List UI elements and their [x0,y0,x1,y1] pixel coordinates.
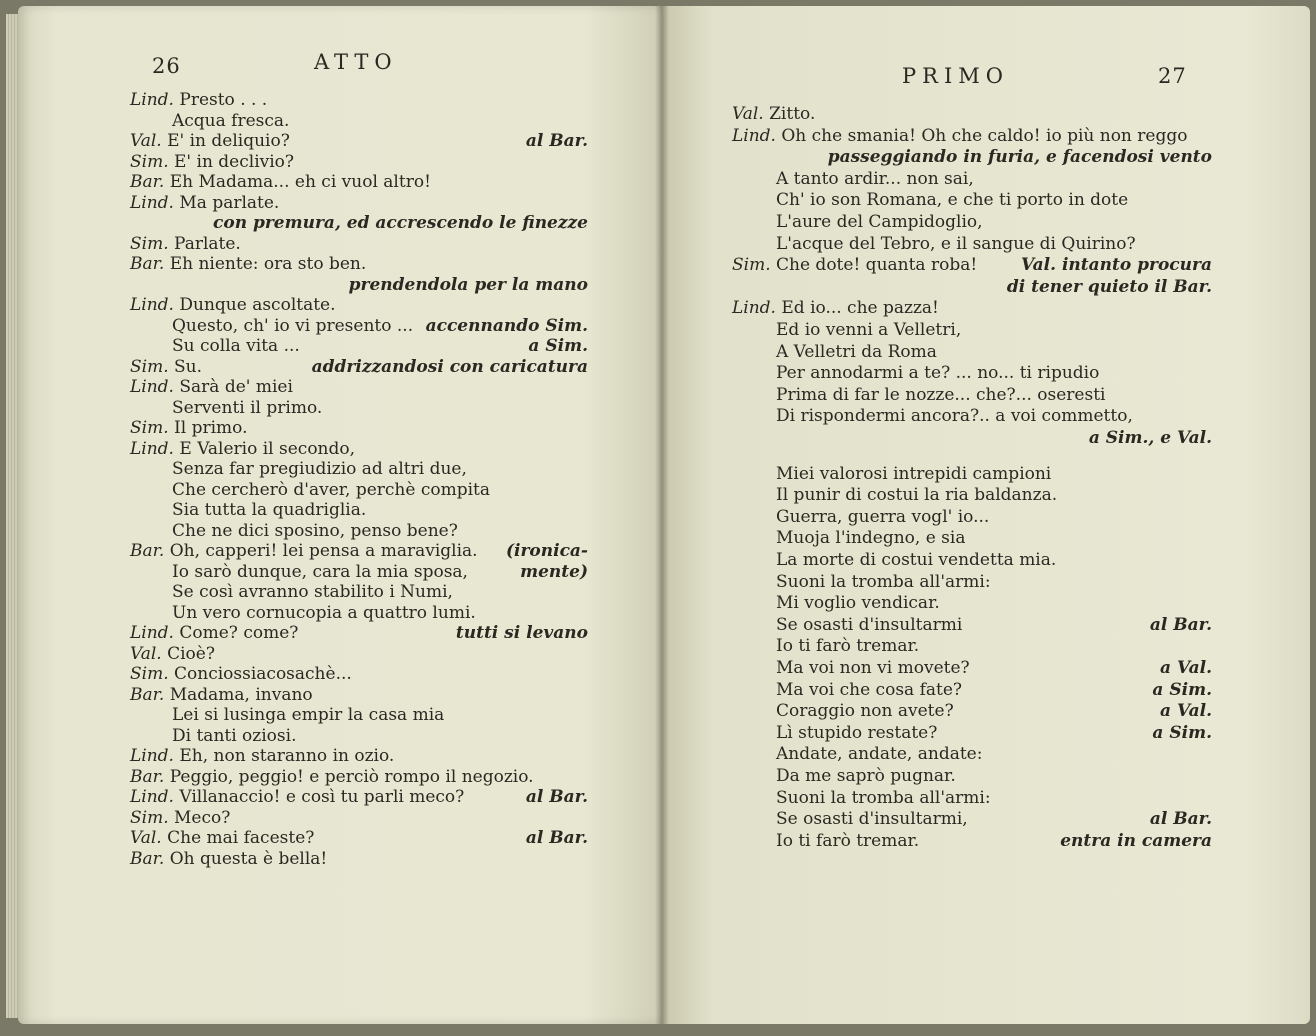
speaker-label: Lind. [732,125,776,146]
speaker-label: Bar. [130,172,165,192]
dialogue-text: E' in deliquio? [167,131,290,151]
dialogue-text: Io ti farò tremar. [776,636,920,657]
dialogue-text: Eh niente: ora sto ben. [169,254,367,274]
text-line [172,562,468,582]
dialogue-text: Sia tutta la quadriglia. [172,500,367,520]
speaker-label: Lind. [130,90,174,110]
text-line [172,582,453,602]
text-line [172,316,413,336]
text-line [776,169,974,189]
dialogue-text: Che dote! quanta roba! [776,255,978,276]
text-line [130,152,294,172]
dialogue-text: Questo, ch' io vi presento ... [172,315,414,336]
dialogue-text: Io ti farò tremar. [776,830,920,851]
text-line [130,849,327,869]
text-line [130,746,394,766]
speaker-label: Lind. [130,377,174,397]
dialogue-text: Senza far pregiudizio ad altri due, [172,459,467,479]
stage-direction: prendendola per la mano [348,274,588,295]
dialogue-text: Muoja l'indegno, e sia [776,528,966,549]
speaker-label: Sim. [130,356,169,377]
page-number-left: 26 [152,54,181,78]
text-line [776,528,965,548]
dialogue-text: E Valerio il secondo, [179,438,356,459]
stage-direction: entra in camera [1060,830,1212,851]
stage-direction: a Sim. [1152,722,1212,743]
text-line [172,521,458,541]
text-line [130,808,230,828]
page-number-right: 27 [1158,64,1187,88]
text-line [776,593,940,613]
dialogue-text: A tanto ardir... non sai, [776,168,974,189]
stage-direction: a Sim. [1152,679,1212,700]
speaker-label: Val. [732,104,764,124]
dialogue-text: Miei valorosi intrepidi campioni [776,463,1052,484]
dialogue-text: E' in declivio? [174,151,295,172]
dialogue-text: Su. [174,356,203,377]
text-line [776,831,919,851]
dialogue-text: Coraggio non avete? [776,701,954,722]
stage-direction: di tener quieto il Bar. [1006,276,1212,297]
dialogue-text: Ma voi non vi movete? [776,658,970,678]
dialogue-text: Madama, invano [169,684,313,705]
text-line [732,104,815,124]
dialogue-text: Ed io venni a Velletri, [776,320,962,340]
dialogue-text: Guerra, guerra vogl' io... [776,506,990,527]
dialogue-text: Eh, non staranno in ozio. [179,746,395,766]
book-gutter [655,6,669,1024]
dialogue-text: Mi voglio vendicar. [776,593,940,614]
dialogue-text: Suoni la tromba all'armi: [776,787,991,808]
text-line [130,234,241,254]
dialogue-text: Acqua fresca. [172,110,290,131]
speaker-label: Bar. [130,848,165,869]
speaker-label: Lind. [130,787,174,807]
speaker-label: Bar. [130,684,165,705]
stage-direction: al Bar. [525,131,588,151]
text-line [776,464,1051,484]
dialogue-text: Ch' io son Romana, e che ti porto in dote [776,190,1129,211]
dialogue-text: Peggio, peggio! e perciò rompo il negozio. [169,766,534,787]
text-line [172,603,476,623]
stage-direction: al Bar. [1149,809,1212,830]
dialogue-text: Serventi il primo. [172,397,323,418]
speaker-label: Lind. [130,746,174,766]
text-line [130,787,464,807]
text-line [130,664,352,684]
dialogue-text: Parlate. [174,233,241,254]
text-line [130,357,202,377]
dialogue-text: Di rispondermi ancora?.. a voi commetto, [776,406,1133,427]
text-line [776,701,954,721]
text-line [130,541,478,561]
speaker-label: Sim. [732,255,771,276]
speaker-label: Lind. [130,438,174,459]
dialogue-text: Prima di far le nozze... che?... oseresti [776,384,1106,405]
dialogue-text: Di tanti oziosi. [172,725,297,746]
dialogue-text: Per annodarmi a te? ... no... ti ripudio [776,363,1100,384]
text-line [172,705,444,725]
stage-direction: accennando Sim. [425,315,588,336]
speaker-label: Val. [130,643,162,664]
stage-direction: con premura, ed accrescendo le finezze [213,213,588,233]
text-line [776,788,991,808]
dialogue-text: Se osasti d'insultarmi [776,614,963,635]
text-line [172,398,322,418]
text-line [776,766,956,786]
dialogue-text: Cioè? [167,643,215,664]
text-line [776,406,1133,426]
stage-direction: a Val. [1160,701,1212,722]
speaker-label: Bar. [130,766,165,787]
stage-direction: al Bar. [525,787,588,807]
stage-direction: a Val. [1160,658,1212,678]
dialogue-text: Oh che smania! Oh che caldo! io più non reggo [781,125,1188,146]
text-line [172,726,297,746]
text-line [130,644,215,664]
dialogue-text: Se osasti d'insultarmi, [776,809,968,830]
dialogue-text: Ma parlate. [179,192,280,213]
text-line [130,439,355,459]
stage-direction: a Sim., e Val. [1088,428,1212,448]
speaker-label: Sim. [130,151,169,172]
speaker-label: Sim. [130,233,169,254]
speaker-label: Sim. [130,807,169,828]
dialogue-text: Il primo. [174,418,248,438]
left-page [18,6,662,1024]
text-line [776,723,937,743]
dialogue-text: Ed io... che pazza! [781,298,939,319]
text-line [130,193,279,213]
text-line [776,680,962,700]
speaker-label: Lind. [732,298,776,319]
dialogue-text: L'acque del Tebro, e il sangue di Quirino? [776,233,1136,254]
text-line [732,255,977,275]
dialogue-text: Villanaccio! e così tu parli meco? [179,787,465,807]
stage-direction: Val. intanto procura [1021,255,1212,276]
text-line [776,615,962,635]
text-line [776,363,1099,383]
text-line [776,658,970,678]
dialogue-text: Lei si lusinga empir la casa mia [172,705,445,725]
text-line [776,572,991,592]
text-line [172,459,467,479]
text-line [130,828,314,848]
dialogue-text: Zitto. [769,104,816,124]
text-line [130,377,293,397]
text-line [130,295,336,315]
dialogue-text: Dunque ascoltate. [179,295,336,315]
dialogue-text: Sarà de' miei [179,377,293,397]
text-line [776,234,1136,254]
text-line [172,336,300,356]
stage-direction: al Bar. [1149,614,1212,635]
stage-direction: al Bar. [525,828,588,848]
dialogue-text: Conciossiacosachè... [174,664,352,684]
stage-direction: addrizzandosi con caricatura [311,356,588,377]
speaker-label: Bar. [130,541,165,561]
text-line [130,131,290,151]
dialogue-text: Il punir di costui la ria baldanza. [776,485,1058,506]
dialogue-text: L'aure del Campidoglio, [776,212,983,232]
text-line [776,190,1128,210]
running-head-right: PRIMO [902,64,1009,88]
stage-direction: tutti si levano [455,623,588,643]
dialogue-text: Che ne dici sposino, penso bene? [172,520,458,541]
dialogue-text: La morte di costui vendetta mia. [776,550,1057,570]
text-line [732,298,939,318]
speaker-label: Lind. [130,623,174,643]
text-line [776,342,937,362]
text-line [130,254,366,274]
text-line [130,623,298,643]
speaker-label: Val. [130,828,162,848]
dialogue-text: Da me saprò pugnar. [776,766,956,786]
text-line [776,385,1105,405]
dialogue-text: Un vero cornucopia a quattro lumi. [172,602,476,623]
dialogue-text: Come? come? [179,623,299,643]
running-head-left: ATTO [314,50,398,74]
dialogue-text: Andate, andate, andate: [776,744,983,765]
text-line [130,90,267,110]
dialogue-text: A Velletri da Roma [776,341,937,362]
text-line [776,507,989,527]
dialogue-text: Che cercherò d'aver, perchè compita [172,479,491,500]
speaker-label: Lind. [130,192,174,213]
speaker-label: Sim. [130,664,169,684]
dialogue-text: Se così avranno stabilito i Numi, [172,582,453,602]
dialogue-text: Su colla vita ... [172,336,300,356]
text-line [130,172,431,192]
text-line [130,685,313,705]
dialogue-text: Presto . . . [179,90,268,110]
text-line [172,500,366,520]
stage-direction: a Sim. [528,336,588,356]
text-line [776,550,1056,570]
text-line [776,809,968,829]
text-line [776,485,1057,505]
dialogue-text: Oh, capperi! lei pensa a maraviglia. [169,541,478,561]
stage-direction: passeggiando in furia, e facendosi vento [827,147,1212,168]
text-line [776,320,961,340]
speaker-label: Lind. [130,295,174,315]
right-page [662,6,1310,1024]
speaker-label: Val. [130,131,162,151]
dialogue-text: Che mai faceste? [167,828,315,848]
text-line [776,744,982,764]
text-line [130,418,247,438]
text-line [172,480,490,500]
dialogue-text: Io sarò dunque, cara la mia sposa, [172,561,468,582]
speaker-label: Bar. [130,254,165,274]
text-line [776,212,983,232]
dialogue-text: Meco? [174,807,231,828]
text-line [172,111,289,131]
speaker-label: Sim. [130,418,169,438]
text-line [732,126,1187,146]
dialogue-text: Lì stupido restate? [776,722,938,743]
text-line [776,636,919,656]
stage-direction: (ironica- [505,541,588,561]
dialogue-text: Ma voi che cosa fate? [776,679,963,700]
dialogue-text: Suoni la tromba all'armi: [776,571,991,592]
stage-direction: mente) [520,561,588,582]
page-edges [6,14,18,1018]
dialogue-text: Oh questa è bella! [169,848,328,869]
dialogue-text: Eh Madama... eh ci vuol altro! [169,172,431,192]
text-line [130,767,534,787]
